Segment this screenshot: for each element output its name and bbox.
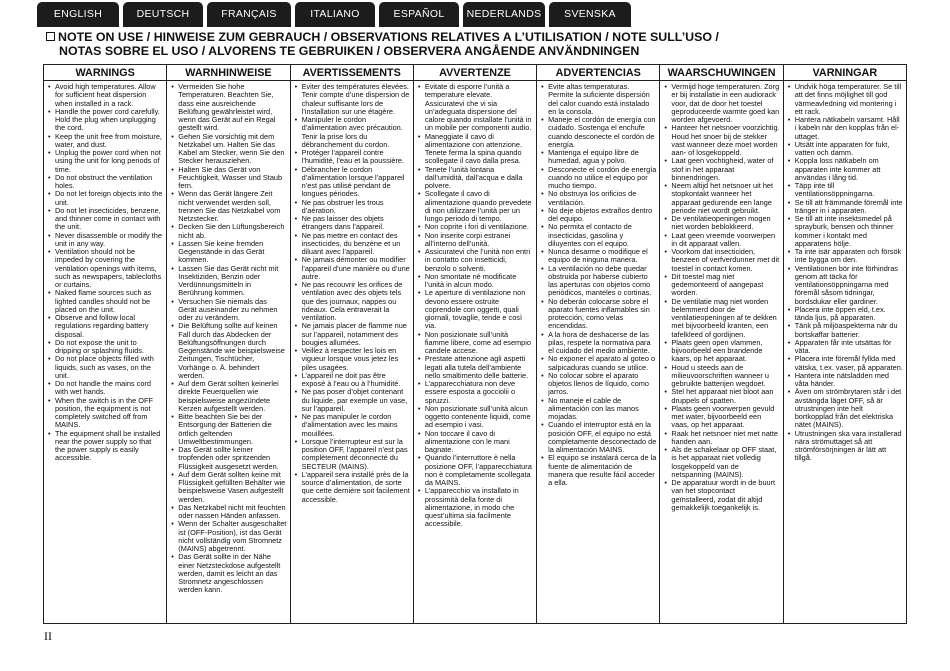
warning-column: [660, 65, 783, 623]
warning-item: • Do not obstruct the ventilation holes.: [48, 174, 163, 191]
warning-item: • Lassen Sie keine fremden Gegenstände in das Gerät kommen.: [171, 240, 286, 265]
warning-item: • L’appareil sera installé près de la source d’alimentation, de sorte que cette dernière soit facilement accessible.: [295, 471, 410, 504]
warning-item: • Evite altas temperaturas. Permite la suficiente dispersión del calor cuando está instalado en la consola.: [541, 83, 656, 116]
warning-item: • Ne pas obstruer les trous d’aération.: [295, 199, 410, 216]
warning-item: • L’apparecchio va installato in prossimità della fonte di alimentazione, in modo che quest’ultima sia facilmente accessibile.: [418, 487, 533, 528]
warning-item: • Houd u steeds aan de milieuvoorschriften wanneer u gebruikte batterijen wegdoet.: [664, 364, 779, 389]
warning-item: • No maneje el cable de alimentación con las manos mojadas.: [541, 397, 656, 422]
warning-item: • Apparaten får inte utsättas för väta.: [788, 339, 903, 356]
warning-item: • When the switch is in the OFF position, the equipment is not completely switched off from MAINS.: [48, 397, 163, 430]
warning-item: • Auf dem Gerät sollten keine mit Flüssigkeit gefüllten Behälter wie beispielsweise Vasen aufgestellt werden.: [171, 471, 286, 504]
tab-espaol: ESPAÑOL: [379, 2, 459, 27]
warning-item: • Do not handle the mains cord with wet hands.: [48, 380, 163, 397]
warning-item: • Decken Sie den Lüftungsbereich nicht ab.: [171, 223, 286, 240]
warning-item: • Non posizionate sull’unità alcun oggetto contenente liquidi, come ad esempio i vasi.: [418, 405, 533, 430]
warning-item: • Do not let foreign objects into the unit.: [48, 190, 163, 207]
warning-item: • Do not let insecticides, benzene, and thinner come in contact with the unit.: [48, 207, 163, 232]
warning-item: • Never disassemble or modify the unit in any way.: [48, 232, 163, 249]
warning-item: • Hantera inte nätsladden med våta händer.: [788, 372, 903, 389]
warning-item: • Maneggiate il cavo di alimentazione con attenzione. Tenete ferma la spina quando scollegate il cavo dalla presa.: [418, 133, 533, 166]
warning-item: • Protéger l’appareil contre l’humidité, l’eau et la poussière.: [295, 149, 410, 166]
warning-item: • Als de schakelaar op OFF staat, is het apparaat niet volledig losgekoppeld van de netspanning (MAINS).: [664, 446, 779, 479]
warning-item: • De ventilatie mag niet worden belemmerd door de ventilatieopeningen af te dekken met bijvoorbeeld kranten, een tafelkleed of gordijnen.: [664, 298, 779, 339]
warning-item: • Die Belüftung sollte auf keinen Fall durch das Abdecken der Belüftungsöffnungen durch Gegenstände wie beispielsweise Zeitungen, Tischtücher, Vorhänge o. Ä. behindert werden.: [171, 322, 286, 380]
warnings-table: [43, 64, 907, 624]
warning-item: • L’appareil ne doit pas être exposé à l’eau ou à l’humidité.: [295, 372, 410, 389]
warning-item: • Observe and follow local regulations regarding battery disposal.: [48, 314, 163, 339]
warning-item: • Plaats geen open vlammen, bijvoorbeeld een brandende kaars, op het apparaat.: [664, 339, 779, 364]
warning-item: • Auf dem Gerät sollten keinerlei direkte Feuerquellen wie beispielsweise angezündete Kerzen aufgestellt werden.: [171, 380, 286, 413]
column-header: VARNINGAR: [784, 65, 906, 81]
warning-item: • Das Gerät sollte keiner tropfenden oder spritzenden Flüssigkeit ausgesetzt werden.: [171, 446, 286, 471]
tab-deutsch: DEUTSCH: [123, 2, 203, 27]
warning-item: • Versuchen Sie niemals das Gerät auseinander zu nehmen oder zu verändern.: [171, 298, 286, 323]
warning-column: [44, 65, 167, 623]
warning-item: • Das Gerät sollte in der Nähe einer Netzsteckdose aufgestellt werden, damit es leicht an das Stromnetz angeschlossen werden kann.: [171, 553, 286, 594]
warning-item: • La ventilación no debe quedar obstruida por haberse cubierto las aperturas con objetos como periódicos, manteles o cortinas.: [541, 265, 656, 298]
warning-item: • Laat geen vochtigheid, water of stof in het apparaat binnendringen.: [664, 157, 779, 182]
heading-line-2: NOTAS SOBRE EL USO / ALVORENS TE GEBRUIKEN / OBSERVERA ANGÅENDE ANVÄNDNINGEN: [59, 44, 640, 58]
warning-item: • Non coprite i fori di ventilazione.: [418, 223, 533, 231]
page-heading: [46, 30, 946, 58]
warning-item: • Vermeiden Sie hohe Temperaturen. Beachten Sie, dass eine ausreichende Belüftung gewährleistet wird, wenn das Gerät auf ein Regal gestellt wird.: [171, 83, 286, 133]
warning-item: • No colocar sobre el aparato objetos llenos de líquido, como jarros.: [541, 372, 656, 397]
tab-nederlands: NEDERLANDS: [463, 2, 545, 27]
warning-column: [784, 65, 906, 623]
warning-item: • A la hora de deshacerse de las pilas, respete la normativa para el cuidado del medio ambiente.: [541, 331, 656, 356]
warning-item: • Koppla loss nätkabeln om apparaten inte kommer att användas i lång tid.: [788, 157, 903, 182]
warning-item: • Quando l’interruttore è nella posizione OFF, l’apparecchiatura non è completamente scollegata da MAINS.: [418, 454, 533, 487]
warning-item: • No exponer el aparato al goteo o salpicaduras cuando se utilice.: [541, 355, 656, 372]
warning-item: • Wenn das Gerät längere Zeit nicht verwendet werden soll, trennen Sie das Netzkabel vom Netzstecker.: [171, 190, 286, 223]
warning-item: • No deberán colocarse sobre el aparato fuentes inflamables sin protección, como velas encendidas.: [541, 298, 656, 331]
warning-item: • L’apparecchiatura non deve essere esposta a gocciolii o spruzzi.: [418, 380, 533, 405]
warning-item: • Keep the unit free from moisture, water, and dust.: [48, 133, 163, 150]
warning-item: • Halten Sie das Gerät von Feuchtigkeit, Wasser und Staub fern.: [171, 166, 286, 191]
column-header: WAARSCHUWINGEN: [660, 65, 782, 81]
warning-item: • The equipment shall be installed near the power supply so that the power supply is easily accessible.: [48, 430, 163, 463]
warning-item: • Voorkom dat insecticiden, benzeen of verfverdunner met dit toestel in contact komen.: [664, 248, 779, 273]
warning-item: • Eviter des températures élevées. Tenir compte d’une dispersion de chaleur suffisante lors de l’installation sur une étagère.: [295, 83, 410, 116]
warning-item: • Raak het netsnoer niet met natte handen aan.: [664, 430, 779, 447]
warning-column: [291, 65, 414, 623]
column-header: ADVERTENCIAS: [537, 65, 659, 81]
warning-item: • Ne pas recouvrir les orifices de ventilation avec des objets tels que des journaux, nappes ou rideaux. Cela entraverait la ventilation.: [295, 281, 410, 322]
warning-item: • Prestate attenzione agli aspetti legati alla tutela dell’ambiente nello smaltimento delle batterie.: [418, 355, 533, 380]
warning-item: • Hantera nätkabeln varsamt. Håll i kabeln när den kopplas från el-uttaget.: [788, 116, 903, 141]
warning-column: [537, 65, 660, 623]
warning-column: [167, 65, 290, 623]
warning-item: • El equipo se instalará cerca de la fuente de alimentación de manera que resulte fácil acceder a ella.: [541, 454, 656, 487]
warning-item: • No obstruya los orificios de ventilación.: [541, 190, 656, 207]
warning-item: • Plaats geen voorwerpen gevuld met water, bijvoorbeeld een vaas, op het apparaat.: [664, 405, 779, 430]
warning-item: • Non toccare il cavo di alimentazione con le mani bagnate.: [418, 430, 533, 455]
warning-item: • Non inserite corpi estranei all’interno dell’unità.: [418, 232, 533, 249]
warning-item: • Non posizionate sull’unità fiamme libere, come ad esempio candele accese.: [418, 331, 533, 356]
warning-item: • Lassen Sie das Gerät nicht mit Insektiziden, Benzin oder Verdünnungsmitteln in Berührung kommen.: [171, 265, 286, 298]
warning-item: • Gehen Sie vorsichtig mit dem Netzkabel um. Halten Sie das Kabel am Stecker, wenn Sie den Stecker herausziehen.: [171, 133, 286, 166]
warning-item: • Även om strömbrytaren står i det avstängda läget OFF, så är utrustningen inte helt bortkopplad från det elektriska nätet (MAINS).: [788, 388, 903, 429]
column-header: WARNHINWEISE: [167, 65, 289, 81]
warning-item: • Lorsque l’interrupteur est sur la position OFF, l’appareil n’est pas complètement déconnecté du SECTEUR (MAINS).: [295, 438, 410, 471]
warning-item: • Utrustningen ska vara installerad nära strömuttaget så att strömförsörjningen är lätt att tillgå.: [788, 430, 903, 463]
column-body: [44, 81, 166, 623]
page-number: II: [44, 629, 52, 643]
column-header: AVERTISSEMENTS: [291, 65, 413, 81]
warning-item: • Assicuratevi che l’unità non entri in contatto con insetticidi, benzolo o solventi.: [418, 248, 533, 273]
warning-item: • Mantenga el equipo libre de humedad, agua y polvo.: [541, 149, 656, 166]
warning-item: • De ventilatieopeningen mogen niet worden beblokkeerd.: [664, 215, 779, 232]
warning-item: • Nunca desarme o modifique el equipo de ninguna manera.: [541, 248, 656, 265]
warning-item: • Tenete l’unità lontana dall’umidità, dall’acqua e dalla polvere.: [418, 166, 533, 191]
warning-item: • Wenn der Schalter ausgeschaltet ist (OFF-Position), ist das Gerät nicht vollständig vom Stromnetz (MAINS) abgetrennt.: [171, 520, 286, 553]
warning-item: • Desconecte el cordón de energía cuando no utilice el equipo por mucho tiempo.: [541, 166, 656, 191]
tab-italiano: ITALIANO: [295, 2, 375, 27]
column-header: AVVERTENZE: [414, 65, 536, 81]
warning-item: • Veillez à respecter les lois en vigueur lorsque vous jetez les piles usagées.: [295, 347, 410, 372]
heading-line-1: NOTE ON USE / HINWEISE ZUM GEBRAUCH / OBSERVATIONS RELATIVES A L’UTILISATION / NOTE SULL’USO /: [58, 30, 719, 44]
warning-item: • Naked flame sources such as lighted candles should not be placed on the unit.: [48, 289, 163, 314]
warning-item: • Avoid high temperatures. Allow for sufficient heat dispersion when installed in a rack.: [48, 83, 163, 108]
warning-item: • Do not place objects filled with liquids, such as vases, on the unit.: [48, 355, 163, 380]
column-body: [660, 81, 782, 623]
warning-item: • Débrancher le cordon d’alimentation lorsque l’appareil n’est pas utilisé pendant de longues périodes.: [295, 166, 410, 199]
warning-item: • Ne pas mettre en contact des insecticides, du benzène et un diluant avec l’appareil.: [295, 232, 410, 257]
column-body: [167, 81, 289, 623]
warning-item: • Neem altijd het netsnoer uit het stopkontakt wanneer het apparaat gedurende een lange periode niet wordt gebruikt.: [664, 182, 779, 215]
warning-item: • No deje objetos extraños dentro del equipo.: [541, 207, 656, 224]
warning-column: [414, 65, 537, 623]
column-body: [291, 81, 413, 623]
column-body: [414, 81, 536, 623]
column-body: [784, 81, 906, 623]
warning-item: • Ne jamais placer de flamme nue sur l’appareil, notamment des bougies allumées.: [295, 322, 410, 347]
warning-item: • Undvik höga temperaturer. Se till att det finns möjlighet till god värmeavledning vid montering i ett rack.: [788, 83, 903, 116]
warning-item: • Maneje el cordón de energía con cuidado. Sostenga el enchufe cuando desconecte el cordón de energía.: [541, 116, 656, 149]
language-tabs: [37, 2, 631, 27]
warning-item: • Cuando el interruptor está en la posición OFF, el equipo no está completamente desconectado de la alimentación MAINS.: [541, 421, 656, 454]
warning-item: • Ventilation should not be impeded by covering the ventilation openings with items, such as newspapers, tablecloths or curtains.: [48, 248, 163, 289]
warning-item: • Laat geen vreemde voorwerpen in dit apparaat vallen.: [664, 232, 779, 249]
warning-item: • Täpp inte till ventilationsöppningarna.: [788, 182, 903, 199]
warning-item: • Dit toestel mag niet gedemonteerd of aangepast worden.: [664, 273, 779, 298]
tab-franais: FRANÇAIS: [207, 2, 291, 27]
column-header: WARNINGS: [44, 65, 166, 81]
warning-item: • Bitte beachten Sie bei der Entsorgung der Batterien die örtlich geltenden Umweltbestimmungen.: [171, 413, 286, 446]
warning-item: • Ne pas poser d’objet contenant du liquide, par exemple un vase, sur l’appareil.: [295, 388, 410, 413]
warning-item: • De apparatuur wordt in de buurt van het stopcontact geïnstalleerd, zodat dit altijd gemakkelijk toegankelijk is.: [664, 479, 779, 512]
warning-item: • Unplug the power cord when not using the unit for long periods of time.: [48, 149, 163, 174]
warning-item: • Se till att inte insektsmedel på sprayburk, bensen och thinner kommer i kontakt med apparatens hölje.: [788, 215, 903, 248]
checkbox-icon: [46, 32, 55, 41]
warning-item: • Stel het apparaat niet bloot aan druppels of spatten.: [664, 388, 779, 405]
warning-item: • Non smontate né modificate l’unità in alcun modo.: [418, 273, 533, 290]
warning-item: • Ne jamais démonter ou modifier l’appareil d’une manière ou d’une autre.: [295, 256, 410, 281]
warning-item: • Manipuler le cordon d’alimentation avec précaution. Tenir la prise lors du débranchement du cordon.: [295, 116, 410, 149]
tab-english: ENGLISH: [37, 2, 119, 27]
warning-item: • Ne pas laisser des objets étrangers dans l’appareil.: [295, 215, 410, 232]
warning-item: • Scollegate il cavo di alimentazione quando prevedete di non utilizzare l’unità per un lungo periodo di tempo.: [418, 190, 533, 223]
warning-item: • Evitate di esporre l’unità a temperature elevate. Assicuratevi che vi sia un’adeguata dispersione del calore quando installate l’unità in un mobile per componenti audio.: [418, 83, 533, 133]
warning-item: • Utsätt inte apparaten för fukt, vatten och damm.: [788, 141, 903, 158]
warning-item: • Hanteer het netsnoer voorzichtig. Houd het snoer bij de stekker vast wanneer deze moet worden aan- of losgekoppeld.: [664, 124, 779, 157]
warning-item: • Le aperture di ventilazione non devono essere ostruite coprendole con oggetti, quali giornali, tovaglie, tende e così via.: [418, 289, 533, 330]
warning-item: • Placera inte öppen eld, t.ex. tända ljus, på apparaten.: [788, 306, 903, 323]
warning-item: • Handle the power cord carefully. Hold the plug when unplugging the cord.: [48, 108, 163, 133]
warning-item: • Do not expose the unit to dripping or splashing fluids.: [48, 339, 163, 356]
warning-item: • Das Netzkabel nicht mit feuchten oder nassen Händen anfassen.: [171, 504, 286, 521]
warning-item: • Se till att främmande föremål inte tränger in i apparaten.: [788, 199, 903, 216]
warning-item: • No permita el contacto de insecticidas, gasolina y diluyentes con el equipo.: [541, 223, 656, 248]
warning-item: • Placera inte föremål fyllda med vätska, t.ex. vaser, på apparaten.: [788, 355, 903, 372]
tab-svenska: SVENSKA: [549, 2, 631, 27]
warning-item: • Vermijd hoge temperaturen. Zorg er bij installatie in een audiorack voor, dat de door het toestel geproduceerde warmte goed kan worden afgevoerd.: [664, 83, 779, 124]
warning-item: • Ne pas manipuler le cordon d’alimentation avec les mains mouillées.: [295, 413, 410, 438]
warning-item: • Ventilationen bör inte förhindras genom att täcka för ventilationsöppningarna med föremål såsom tidningar, bordsdukar eller gardiner.: [788, 265, 903, 306]
warning-item: • Tänk på miljöaspekterna när du bortskaffar batterier.: [788, 322, 903, 339]
column-body: [537, 81, 659, 623]
warning-item: • Ta inte isär apparaten och försök inte bygga om den.: [788, 248, 903, 265]
